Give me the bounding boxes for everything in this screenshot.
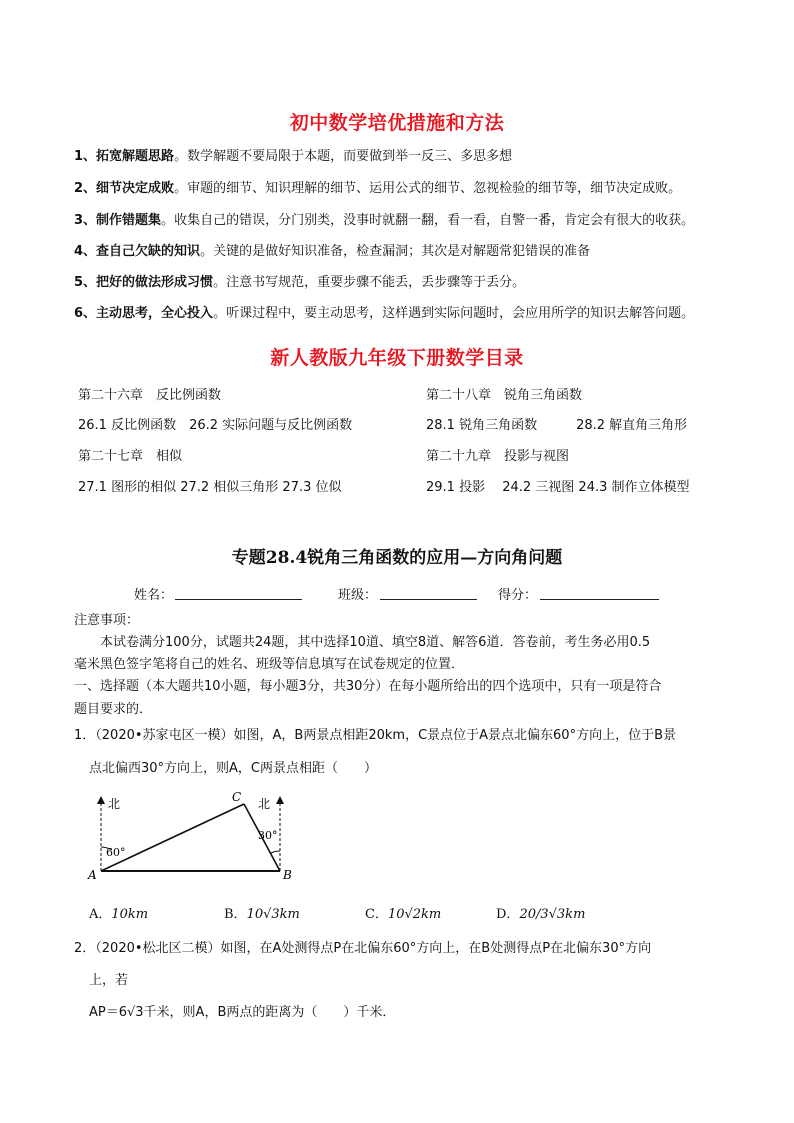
question-text: 2．（2020•松北区二模）如图，在A处测得点P在北偏东60°方向上，在B处测得点P在北偏东30°方向 [74,941,652,956]
notice-text: 毫米黑色签字笔将自己的姓名、班级等信息填写在试卷规定的位置． [74,657,465,672]
toc-chapter: 第二十八章 锐角三角函数 [426,388,583,403]
tip-number: 4、 [74,244,97,259]
toc-chapter: 第二十六章 反比例函数 [78,388,222,403]
option-d[interactable] [496,903,585,922]
angle-label-a: 60° [106,846,126,859]
score-label: 得分： [498,588,538,603]
tip-item [74,274,774,292]
tip-body: 。审题的细节、知识理解的细节、运用公式的细节、忽视检验的细节等，细节决定成败。 [174,181,682,196]
toc-title: 新人教版九年级下册数学目录 [270,347,524,369]
question-text: 上，若 [89,973,129,988]
option-value: 10km [111,907,149,922]
toc-sections: 27.1 图形的相似 27.2 相似三角形 27.3 位似 [78,480,342,495]
tip-heading: 主动思考，全心投入 [96,306,214,321]
option-b[interactable] [224,903,300,922]
angle-label-b: 30° [258,829,278,842]
tip-item [74,148,774,166]
section-heading: 一、选择题（本大题共10小题，每小题3分，共30分）在每小题所给出的四个选项中，只有一项是符合 [74,679,662,694]
tip-body: 。数学解题不要局限于本题，而要做到举一反三、多思多想 [174,149,513,164]
tip-item [74,243,774,261]
option-value: 10√2km [387,907,442,922]
toc-sections: 28.1 锐角三角函数 28.2 解直角三角形 [426,418,688,433]
triangle-figure [84,788,296,884]
option-letter: B． [224,907,247,922]
question-text: AP＝6√3千米，则A，B两点的距离为（ ）千米． [89,1005,396,1020]
tip-number: 1、 [74,149,97,164]
tip-heading: 查自己欠缺的知识 [96,244,201,259]
page-title: 初中数学培优措施和方法 [289,112,505,134]
tip-body: 。注意书写规范，重要步骤不能丢，丢步骤等于丢分。 [213,275,526,290]
tip-item [74,212,774,230]
north-label-a: 北 [108,797,121,811]
angle-arc-b [271,851,280,853]
tip-number: 6、 [74,306,97,321]
side-ac [101,804,244,871]
point-label-b: B [283,868,292,882]
class-label: 班级： [338,588,378,603]
tip-heading: 制作错题集 [96,213,162,228]
option-letter: C． [365,907,388,922]
option-letter: A． [89,907,112,922]
name-field[interactable] [175,599,302,600]
name-label: 姓名： [134,588,174,603]
tip-body: 。听课过程中，要主动思考，这样遇到实际问题时，会应用所学的知识去解答问题。 [213,306,695,321]
notice-text: 本试卷满分100分，试题共24题，其中选择10道、填空8道、解答6道．答卷前，考生务必用0.5 [100,635,651,650]
tip-body: 。关键的是做好知识准备，检查漏洞；其次是对解题常犯错误的准备 [200,244,591,259]
option-letter: D． [496,907,520,922]
tip-number: 5、 [74,275,97,290]
tip-heading: 细节决定成败 [96,181,175,196]
class-field[interactable] [380,599,477,600]
tip-item [74,180,774,198]
tip-item [74,305,774,323]
tip-heading: 把好的做法形成习惯 [96,275,214,290]
tip-heading: 拓宽解题思路 [96,149,175,164]
exam-title: 专题28.4锐角三角函数的应用—方向角问题 [231,548,563,568]
tip-body: 。收集自己的错误，分门别类，没事时就翻一翻，看一看，自警一番，肯定会有很大的收获。 [161,213,695,228]
question-text: 1．（2020•苏家屯区一模）如图，A，B两景点相距20km，C景点位于A景点北偏东60°方向上，位于B景 [74,728,676,743]
score-field[interactable] [540,599,659,600]
north-label-b: 北 [258,797,271,811]
point-label-a: A [88,868,97,882]
toc-sections: 26.1 反比例函数 26.2 实际问题与反比例函数 [78,418,353,433]
tip-number: 2、 [74,181,97,196]
point-label-c: C [232,790,242,804]
section-heading: 题目要求的． [74,702,153,717]
option-value: 10√3km [246,907,300,922]
toc-chapter: 第二十七章 相似 [78,449,183,464]
toc-sections: 29.1 投影 24.2 三视图 24.3 制作立体模型 [426,480,690,495]
notice-label: 注意事项： [74,613,140,628]
option-c[interactable] [365,903,441,922]
question-text: 点北偏西30°方向上，则A，C两景点相距（ ） [89,761,378,776]
toc-chapter: 第二十九章 投影与视图 [426,449,570,464]
option-value: 20/3√3km [519,907,586,922]
option-a[interactable] [89,903,148,922]
tip-number: 3、 [74,213,97,228]
